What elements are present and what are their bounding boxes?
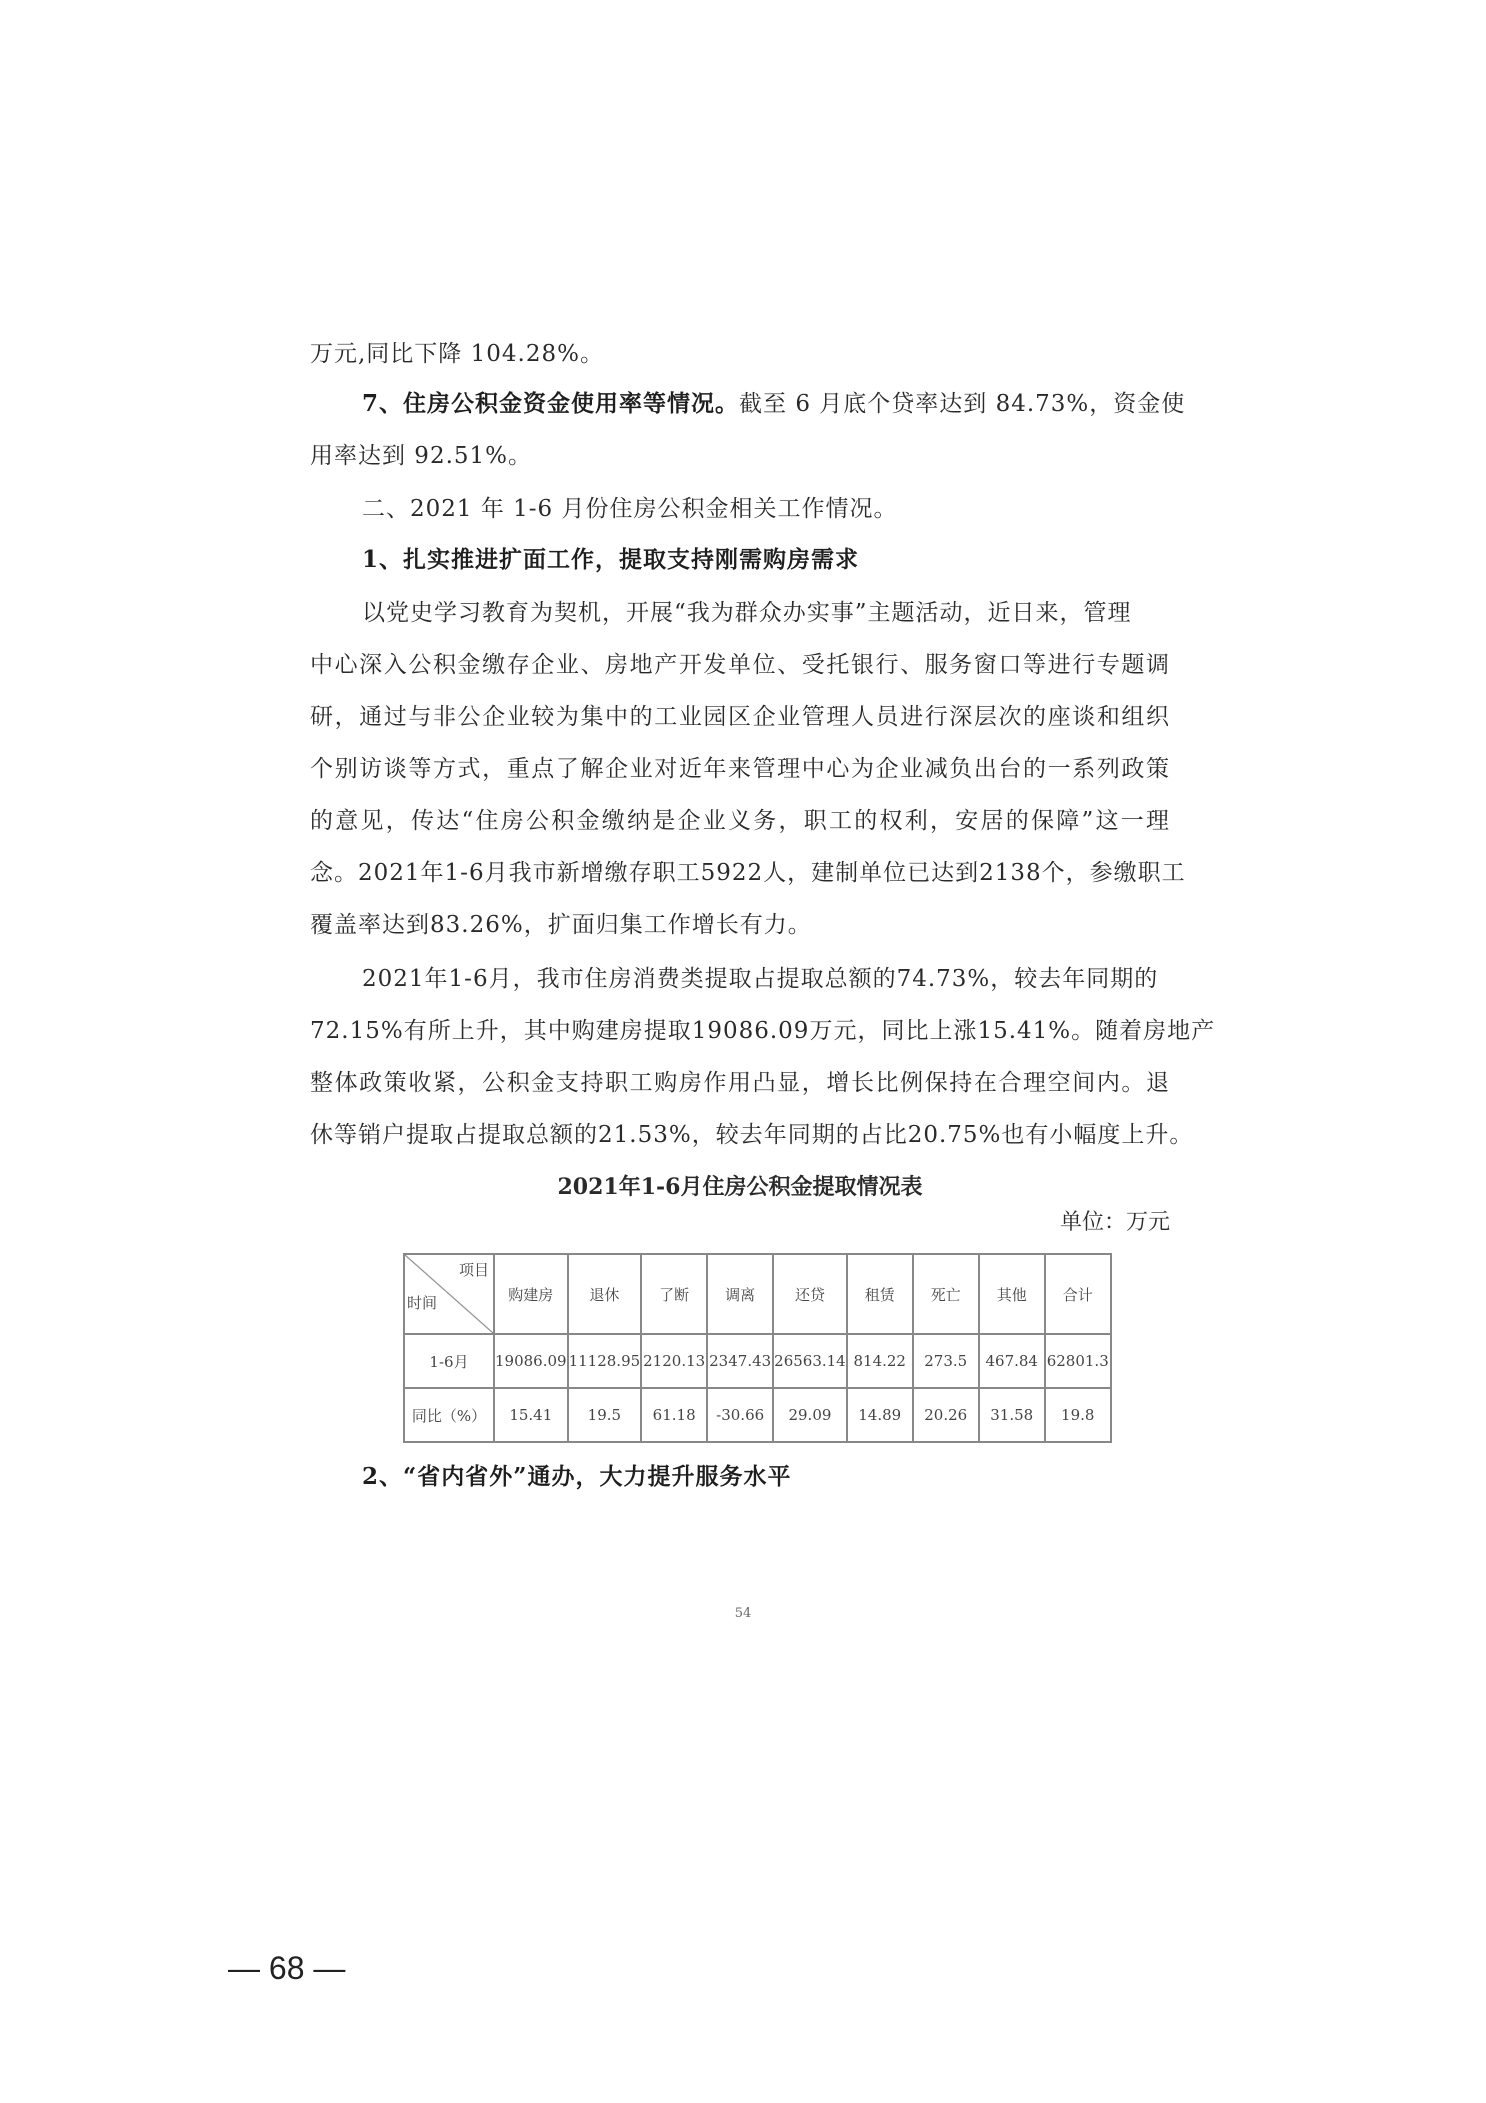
table-cell: -30.66 [707, 1388, 773, 1442]
subsection-1-heading: 1、扎实推进扩面工作，提取支持刚需购房需求 [362, 546, 860, 573]
subsection-2-heading: 2、“省内省外”通办，大力提升服务水平 [362, 1463, 792, 1490]
table-cell: 273.5 [913, 1334, 979, 1388]
table-cell: 15.41 [494, 1388, 568, 1442]
table-cell: 19.8 [1045, 1388, 1111, 1442]
corner-label-item: 项目 [458, 1261, 489, 1279]
body-line: 万元,同比下降 104.28%。 [310, 341, 604, 367]
column-header: 了断 [641, 1254, 707, 1334]
table-cell: 814.22 [847, 1334, 913, 1388]
table-corner-cell [404, 1254, 494, 1334]
body-line: 个别访谈等方式，重点了解企业对近年来管理中心为企业减负出台的一系列政策 [310, 756, 1170, 782]
column-header: 调离 [707, 1254, 773, 1334]
table-cell: 2347.43 [707, 1334, 773, 1388]
body-line: 研，通过与非公企业较为集中的工业园区企业管理人员进行深层次的座谈和组织 [310, 704, 1170, 730]
table-cell: 19.5 [568, 1388, 642, 1442]
corner-label-time: 时间 [407, 1294, 438, 1312]
body-line: 休等销户提取占提取总额的21.53%，较去年同期的占比20.75%也有小幅度上升。 [310, 1122, 1194, 1148]
table-cell: 19086.09 [494, 1334, 568, 1388]
table-cell: 29.09 [773, 1388, 847, 1442]
column-header: 退休 [568, 1254, 642, 1334]
table-title: 2021年1-6月住房公积金提取情况表 [557, 1174, 923, 1200]
column-header: 租赁 [847, 1254, 913, 1334]
table-header-row [404, 1254, 1111, 1334]
inner-page-number: 54 [734, 1606, 752, 1621]
table-cell: 26563.14 [773, 1334, 847, 1388]
section-7-text: 截至 6 月底个贷率达到 84.73%，资金使 [739, 391, 1186, 417]
row-label: 1-6月 [404, 1334, 494, 1388]
body-line: 念。2021年1-6月我市新增缴存职工5922人，建制单位已达到2138个，参缴职工 [310, 860, 1186, 886]
part-2-heading: 二、2021 年 1-6 月份住房公积金相关工作情况。 [362, 496, 898, 522]
row-label: 同比（%） [404, 1388, 494, 1442]
table-cell: 62801.3 [1045, 1334, 1111, 1388]
body-line: 2021年1-6月，我市住房消费类提取占提取总额的74.73%，较去年同期的 [362, 966, 1159, 992]
table-cell: 61.18 [641, 1388, 707, 1442]
section-7-heading: 7、住房公积金资金使用率等情况。 [362, 390, 740, 417]
table-cell: 31.58 [979, 1388, 1045, 1442]
column-header: 还贷 [773, 1254, 847, 1334]
body-line: 用率达到 92.51%。 [310, 443, 533, 469]
body-line: 覆盖率达到83.26%，扩面归集工作增长有力。 [310, 912, 812, 938]
column-header: 合计 [1045, 1254, 1111, 1334]
table-row [404, 1334, 1111, 1388]
body-line: 中心深入公积金缴存企业、房地产开发单位、受托银行、服务窗口等进行专题调 [310, 652, 1170, 678]
withdrawal-table [403, 1253, 1112, 1443]
table-cell: 20.26 [913, 1388, 979, 1442]
table-cell: 11128.95 [568, 1334, 642, 1388]
table-unit: 单位：万元 [1059, 1210, 1170, 1235]
body-line: 的意见，传达“住房公积金缴纳是企业义务，职工的权利，安居的保障”这一理 [310, 808, 1170, 834]
column-header: 购建房 [494, 1254, 568, 1334]
body-line: 以党史学习教育为契机，开展“我为群众办实事”主题活动，近日来，管理 [362, 600, 1132, 626]
table-row [404, 1388, 1111, 1442]
body-line: 72.15%有所上升，其中购建房提取19086.09万元，同比上涨15.41%。随着房地产 [310, 1018, 1216, 1044]
column-header: 死亡 [913, 1254, 979, 1334]
body-line: 整体政策收紧，公积金支持职工购房作用凸显，增长比例保持在合理空间内。退 [310, 1070, 1170, 1096]
table-cell: 467.84 [979, 1334, 1045, 1388]
column-header: 其他 [979, 1254, 1045, 1334]
table-cell: 14.89 [847, 1388, 913, 1442]
folio-page-number: — 68 — [228, 1950, 346, 1986]
table-cell: 2120.13 [641, 1334, 707, 1388]
section-7-line [362, 385, 1185, 418]
